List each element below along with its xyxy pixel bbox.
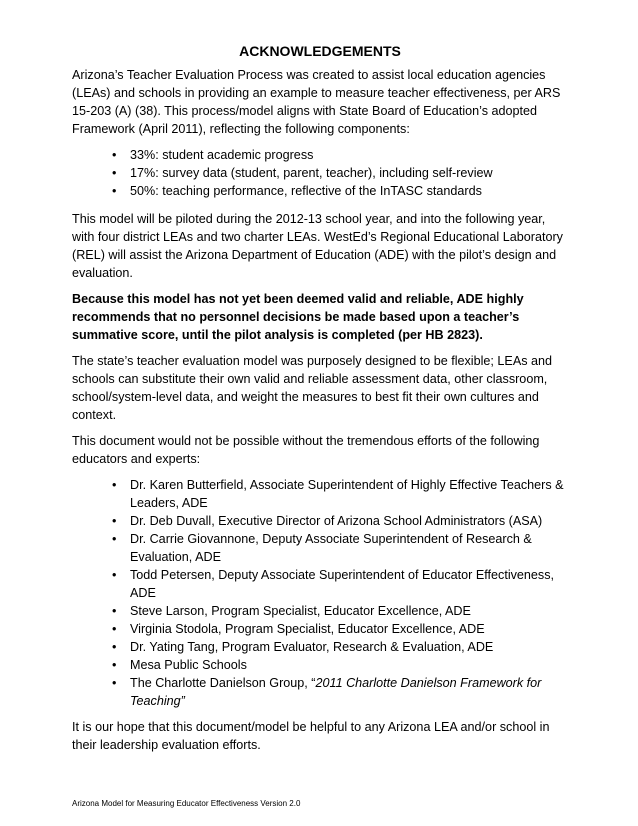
bullet-icon: • [112, 166, 117, 180]
closing-paragraph: It is our hope that this document/model be helpful to any Arizona LEA and/or school in their leadership evaluation efforts. [72, 720, 550, 752]
list-item-text: Virginia Stodola, Program Specialist, Educator Excellence, ADE [130, 622, 485, 636]
bullet-icon: • [112, 604, 117, 618]
bullet-icon: • [112, 640, 117, 654]
list-item-text: Steve Larson, Program Specialist, Educator Excellence, ADE [130, 604, 471, 618]
list-item [72, 164, 568, 182]
components-list [72, 146, 568, 200]
list-item [72, 566, 568, 602]
list-item [72, 530, 568, 566]
list-item [72, 602, 568, 620]
list-item [72, 476, 568, 512]
list-item-text: Dr. Yating Tang, Program Evaluator, Research & Evaluation, ADE [130, 640, 494, 654]
pilot-paragraph: This model will be piloted during the 2012-13 school year, and into the following year, with four district LEAs and two charter LEAs. WestEd’s Regional Educational Laboratory (REL) will assist the Arizona Department of Education (ADE) with the pilot’s design and evaluation. [72, 212, 563, 280]
list-item-text: 17%: survey data (student, parent, teacher), including self-review [130, 166, 493, 180]
danielson-prefix: The Charlotte Danielson Group, “ [130, 676, 316, 690]
intro-paragraph: Arizona’s Teacher Evaluation Process was created to assist local education agencies (LEAs) and schools in providing an example to measure teacher effectiveness, per ARS 15-203 (A) (38). This process/model aligns with State Board of Education’s adopted Framework (April 2011), reflecting the following components: [72, 68, 561, 136]
list-item [72, 512, 568, 530]
document-page [72, 42, 568, 762]
bullet-icon: • [112, 676, 117, 690]
page-footer: Arizona Model for Measuring Educator Effectiveness Version 2.0 [72, 799, 301, 808]
list-item-text: Dr. Deb Duvall, Executive Director of Arizona School Administrators (ASA) [130, 514, 543, 528]
bullet-icon: • [112, 184, 117, 198]
list-item [72, 656, 568, 674]
bullet-icon: • [112, 622, 117, 636]
page-title: ACKNOWLEDGEMENTS [239, 43, 401, 59]
flexibility-paragraph: The state’s teacher evaluation model was purposely designed to be flexible; LEAs and schools can substitute their own valid and reliable assessment data, other classroom, school/system-level data, and weight the measures to best fit their own cultures and context. [72, 354, 553, 422]
bullet-icon: • [112, 478, 117, 492]
list-item-text: Dr. Karen Butterfield, Associate Superintendent of Highly Effective Teachers & Leaders, ADE [130, 478, 564, 510]
list-item [72, 620, 568, 638]
thanks-intro-paragraph: This document would not be possible without the tremendous efforts of the following educators and experts: [72, 434, 540, 466]
list-item-text: 50%: teaching performance, reflective of the InTASC standards [130, 184, 482, 198]
bullet-icon: • [112, 658, 117, 672]
list-item-text: Mesa Public Schools [130, 658, 247, 672]
list-item-text: 33%: student academic progress [130, 148, 314, 162]
list-item [72, 674, 568, 710]
list-item [72, 182, 568, 200]
bullet-icon: • [112, 568, 117, 582]
list-item-text: Dr. Carrie Giovannone, Deputy Associate Superintendent of Research & Evaluation, ADE [130, 532, 532, 564]
bullet-icon: • [112, 514, 117, 528]
list-item [72, 146, 568, 164]
bullet-icon: • [112, 532, 117, 546]
warning-paragraph: Because this model has not yet been deemed valid and reliable, ADE highly recommends that no personnel decisions be made based upon a teacher’s summative score, until the pilot analysis is completed (per HB 2823). [72, 292, 524, 342]
danielson-title: 2011 Charlotte Danielson Framework for Teaching” [130, 676, 542, 708]
bullet-icon: • [112, 148, 117, 162]
list-item-text: Todd Petersen, Deputy Associate Superintendent of Educator Effectiveness, ADE [130, 568, 555, 600]
list-item [72, 638, 568, 656]
contributors-list [72, 476, 568, 710]
